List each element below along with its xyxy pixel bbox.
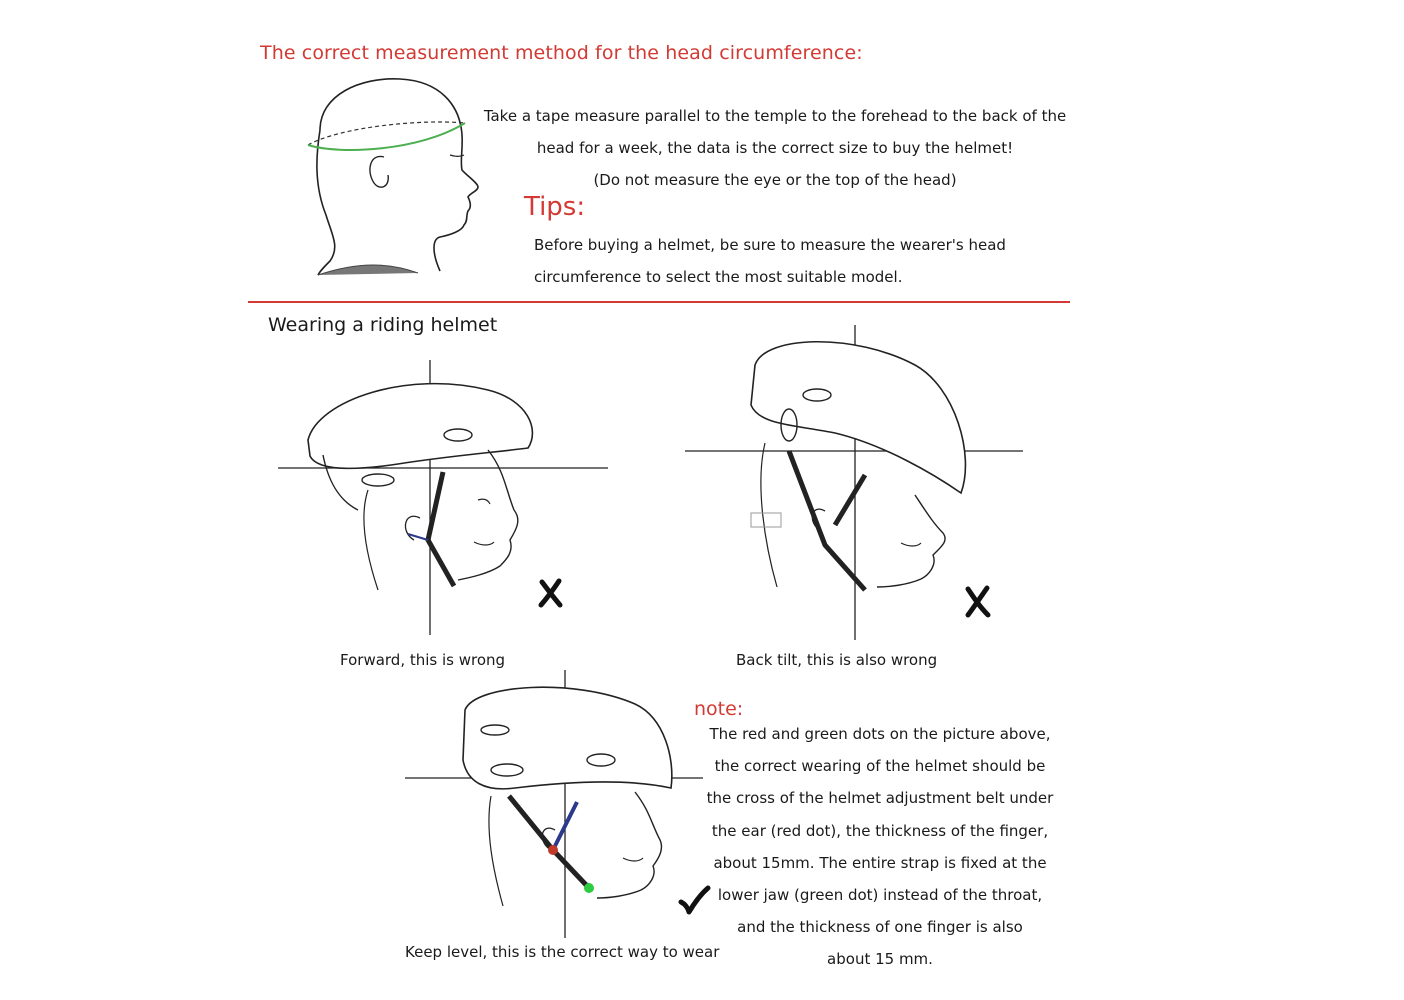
tips-line: Before buying a helmet, be sure to measure the wearer's head xyxy=(534,236,1006,254)
note-line: the ear (red dot), the thickness of the finger, xyxy=(711,821,1049,840)
measurement-line: Take a tape measure parallel to the temple to the forehead to the back of the xyxy=(483,107,1067,125)
section-divider xyxy=(248,301,1070,303)
note-line: The red and green dots on the picture above, xyxy=(709,725,1051,743)
tips-text xyxy=(534,229,1006,293)
measurement-line: (Do not measure the eye or the top of the head) xyxy=(593,171,957,189)
tips-label: Tips: xyxy=(524,192,586,222)
helmet-level-illustration xyxy=(405,670,705,940)
note-line: about 15 mm. xyxy=(827,950,933,969)
page-title: The correct measurement method for the head circumference: xyxy=(260,42,863,64)
note-text xyxy=(700,718,1060,976)
section-title: Wearing a riding helmet xyxy=(268,314,498,336)
measurement-line: head for a week, the data is the correct size to buy the helmet! xyxy=(536,139,1014,157)
note-line: lower jaw (green dot) instead of the throat, xyxy=(717,886,1043,905)
note-line: the cross of the helmet adjustment belt under xyxy=(706,789,1054,808)
cross-icon xyxy=(538,578,564,608)
tips-line: circumference to select the most suitable model. xyxy=(534,268,903,286)
note-line: about 15mm. The entire strap is fixed at the xyxy=(713,853,1047,872)
caption-back-tilt: Back tilt, this is also wrong xyxy=(736,651,938,669)
caption-forward: Forward, this is wrong xyxy=(340,651,506,669)
note-line: and the thickness of one finger is also xyxy=(737,918,1023,937)
cross-icon xyxy=(964,585,992,617)
helmet-forward-illustration xyxy=(278,360,618,640)
note-line: the correct wearing of the helmet should be xyxy=(714,757,1046,776)
note-label: note: xyxy=(694,698,744,720)
caption-level: Keep level, this is the correct way to wear xyxy=(405,943,720,961)
measurement-instructions xyxy=(460,100,1090,196)
